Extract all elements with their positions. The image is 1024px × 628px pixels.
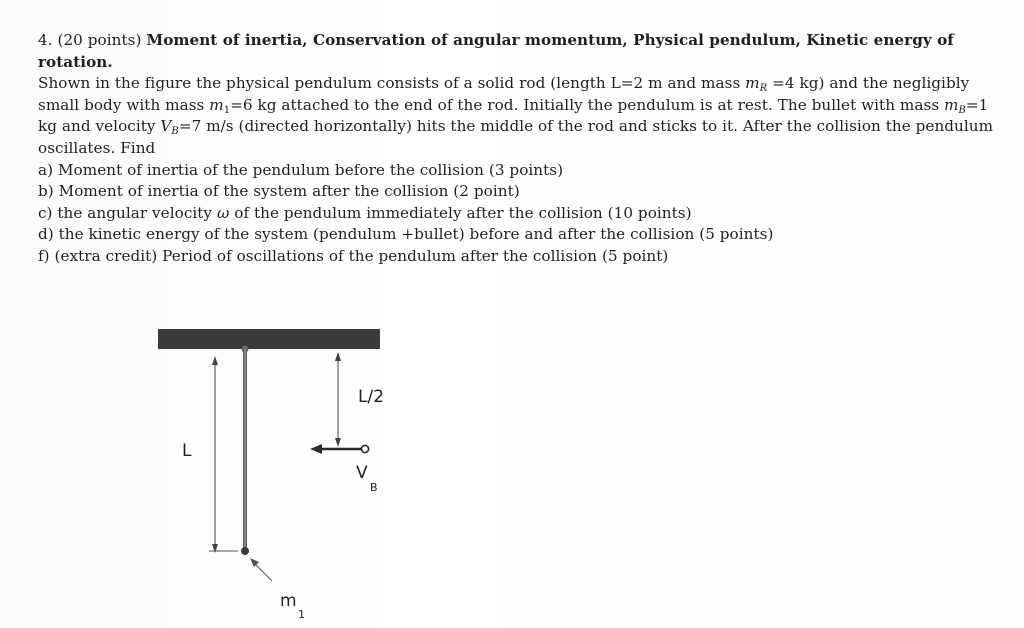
statement-text-5: =7 m/s (directed horizontally) hits the middle of the rod and sticks to it. After the collision the pendulum oscillates. Find — [38, 117, 994, 157]
question-part-a: a) Moment of inertia of the pendulum before the collision (3 points) — [38, 160, 564, 179]
statement-text-1: Shown in the figure the physical pendulum consists of a solid rod (length L=2 m and mass — [38, 74, 746, 93]
ceiling-support — [158, 329, 380, 349]
question-part-f: f) (extra credit) Period of oscillations of the pendulum after the collision (5 point) — [38, 246, 669, 265]
velocity-bullet-symbol: V — [160, 117, 172, 136]
statement-text-4: =1 kg and velocity — [38, 95, 989, 136]
question-parts-list — [38, 160, 1008, 268]
mass-body-symbol: m — [209, 95, 224, 114]
label-velocity: V — [356, 463, 368, 483]
mass-body-subscript: 1 — [223, 104, 231, 116]
bullet-velocity-arrow — [310, 444, 361, 454]
point-mass-m1 — [241, 547, 249, 555]
problem-points: (20 points) — [57, 31, 142, 49]
mass-rod-symbol: m — [745, 74, 760, 93]
velocity-bullet-subscript: B — [171, 126, 179, 138]
omega-symbol: ω — [216, 203, 230, 222]
label-mass: m — [280, 591, 297, 611]
bullet — [361, 445, 368, 452]
problem-statement — [38, 73, 1008, 159]
pendulum-diagram — [150, 318, 410, 628]
part-c-text-1: c) the angular velocity — [38, 203, 217, 222]
mass-rod-subscript: R — [759, 83, 768, 95]
part-c-text-2: of the pendulum immediately after the collision (10 points) — [229, 203, 692, 222]
label-half-length: L/2 — [358, 387, 385, 407]
problem-number: 4. — [38, 31, 53, 49]
label-mass-subscript: 1 — [298, 608, 305, 621]
label-length: L — [182, 441, 192, 461]
length-dimension-arrow — [209, 356, 238, 553]
mass-bullet-symbol: m — [944, 95, 959, 114]
mass-bullet-subscript: B — [958, 104, 966, 116]
mass-pointer-arrow — [250, 558, 272, 581]
statement-text-3: =6 kg attached to the end of the rod. Initially the pendulum is at rest. The bullet with mass — [230, 95, 945, 114]
question-part-d: d) the kinetic energy of the system (pendulum +bullet) before and after the collision (5 points) — [38, 225, 774, 244]
question-part-c — [38, 203, 1008, 225]
half-length-dimension-arrow — [335, 352, 341, 447]
problem-heading — [38, 30, 1008, 73]
problem-title: Moment of inertia, Conservation of angular momentum, Physical pendulum, Kinetic energy of rotation. — [38, 31, 954, 71]
question-part-b: b) Moment of inertia of the system after the collision (2 point) — [38, 182, 520, 201]
statement-text-2: =4 kg) and the negligibly small body with mass — [38, 74, 970, 114]
label-velocity-subscript: B — [370, 481, 378, 494]
problem-text — [38, 30, 1008, 268]
